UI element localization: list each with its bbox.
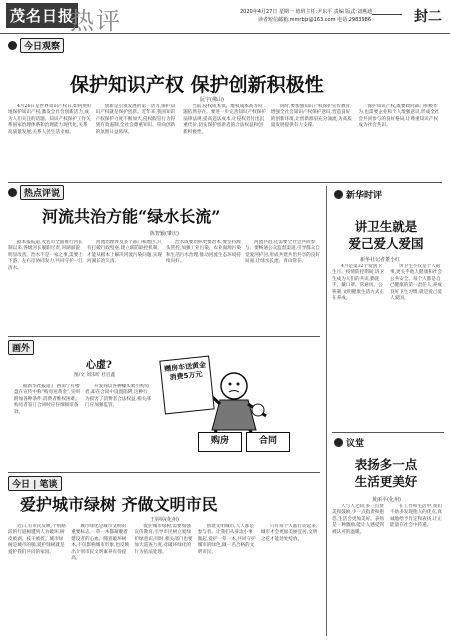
article1-column: 保护知识产权,既要政府部门积极作为,也需要企业和个人增强意识,形成全社会共同参与的良好格局,让尊重知识产权成为社会共识。 [358,104,440,129]
article4-byline: 新华社记者董小红 [360,257,401,263]
divider [8,336,320,337]
page-rule [372,14,402,15]
board-buy-house: 购房 [198,432,242,452]
today-view-label: 今日观察 [20,38,64,53]
today-talk-tag [8,476,62,491]
page-number: 封二 [414,9,442,25]
divider [8,472,320,473]
article4-headline-line: 讲卫生就是 [354,219,418,234]
article3-column: 爱护城市绿树,需要加强宣传教育,引导市民树立爱绿护绿意识;同时,相关部门也要加大巡查力度,对破坏绿化的行为依法处理。 [134,524,193,555]
article3-headline: 爱护城市绿树 齐做文明市民 [20,495,218,514]
promo-sign: 赠房车送黄金消费5万元 [159,356,214,415]
hot-view-label: 热点评说 [20,185,64,200]
column-divider [326,186,327,636]
board-contract: 合同 [246,432,290,452]
today-view-tag [8,38,64,53]
article1-column: 当前,侵权成本低、维权成本高等问题依然存在。要进一步完善知识产权保护法律法规,提高违法成本,让侵权者付出沉重代价,切实保护创新者的合法权益和创新积极性。 [183,104,266,135]
discussion-tag [334,436,364,449]
article1-body [8,104,442,180]
article1-column: 4月26日是世界知识产权日,如何更好地保护知识产权,激发全社会创新活力,成为人们关注的话题。知识产权保护工作关系国家治理体系和治理能力现代化,关系高质量发展,关系人民生活幸福。 [8,104,92,135]
bullet-icon [8,188,17,197]
outside-circle-label: 画外 [8,340,34,355]
article5-headline-line: 表扬多一点 [354,457,418,472]
article3-body [8,524,320,636]
article4-headline [330,218,442,254]
bullet-icon [334,438,343,447]
article5-byline: 黄丽平(化州) [372,497,401,503]
edition-info: 2020年4月27日 星期一 值班主任:尹东平 责编 版式:刘燕迪 [240,9,372,15]
new-era-label: 新华时评 [346,191,383,201]
article1-column: 创新是引领发展的第一动力,保护知识产权就是保护创新。近年来,我国知识产权保护力度不断加大,侵权假冒行为得到有效遏制,全社会尊重知识、崇尚创新的氛围日益浓厚。 [95,104,176,135]
cartoon-illustration [154,350,290,468]
new-era-tag [334,188,382,201]
article5-headline [330,456,442,492]
article1-headline: 保护知识产权 保护创新积极性 [70,74,324,96]
cartoon-caption [14,384,152,446]
article3-column: 只有每个人都行动起来,城市才会更加美丽宜居,文明之花才能处处绽放。 [260,524,318,542]
article3-column: 城市绿化是城市文明的重要标志,一草一木都凝聚着建设者的心血。随意破坏树木,不仅影响城市形象,也反映出个别市民文明素养有待提高。 [71,524,130,562]
divider [8,182,442,183]
article5-column: 人与人之间,多一点赞美和鼓励,少一点指责和抱怨,生活会更加美好。表扬是一种激励,能让人感受到被认可的温暖。 [332,504,384,535]
article3-byline: 王婷婷(化州) [150,517,179,523]
masthead [0,0,450,34]
newspaper-logo: 茂名日报 [6,3,78,28]
hot-view-tag [8,185,64,200]
discussion-label: 议堂 [346,439,365,449]
bullet-icon [334,190,343,199]
article4-body [332,264,444,424]
divider [332,432,444,433]
article1-column: 同时,要加强知识产权保护宣传教育,增强全社会知识产权保护意识,营造良好的创新环境,让创新源泉充分涌流,为高质量发展提供有力支撑。 [270,104,352,129]
cartoon-title: 心虚? [86,360,112,371]
article2-column: 河流共治,还需要全社会共同参与。要畅通公众监督渠道,引导群众自觉爱河护河,形成共建共治共享的良好局面,让绿水长流、青山常在。 [245,240,320,265]
article2-column: 据本报报道,茂名市全面推行河长制以来,各级河长履职尽责,河湖面貌明显改善。治水不是一家之事,需要上下游、左右岸协同发力,共同守护一江清水。 [8,240,83,271]
article1-byline: 阮宇(佛山) [200,97,224,103]
article4-column: 讲卫生不仅是个人的事,更关乎他人健康和社会公共安全。每个人都是自己健康的第一责任人,养成良好卫生习惯,就是爱己爱人爱国。 [390,264,442,302]
section-title: 热评 [70,7,122,35]
article2-headline: 河流共治方能“绿水长流” [42,207,221,226]
article4-headline-line: 爱己爱人爱国 [348,236,424,251]
article5-headline-line: 生活更美好 [354,474,418,489]
article2-byline: 陈智颖(肇庆) [150,231,179,237]
article2-column: 河流治理涉及多个部门和地区,只有打破行政壁垒,建立联防联控机制,才能从根本上解决河流污染问题,实现河湖长治久清。 [87,240,162,265]
article5-column: 在工作和生活中,我们不妨多发现他人的优点,真诚地给予肯定和表扬,让正能量在社会中传递。 [390,504,442,529]
cartoon-credit: 图/文 刘乐昕 杜启鑫 [74,373,116,378]
cartoon-caption-column: 据新华社报道,广西南宁有楼盘在宣传中称“购房送黄金”,实则附加各种条件,消费者维权困难。购房者签订合同时应仔细阅读条款。 [14,384,80,415]
article2-column: 治水既要治标更要治本,要坚持源头管控,加强工业污染、农业面源污染和生活污水治理,推动河流生态环境持续向好。 [166,240,241,265]
article3-column: 创建文明城市,人人都是参与者。让我们从身边小事做起,爱护一草一木,共同守护城市的绿色,做一名合格的文明市民。 [197,524,256,555]
outside-circle-tag [8,340,34,355]
cartoon-caption-column: 开发商以各种噱头吸引购房者,却在合同中设置陷阱,这种行为损害了消费者合法权益,相关部门应加强监管。 [85,384,151,409]
contact-info: 读者短信邮箱:mmrbjz@163.com 电话:2983986 [258,17,372,23]
article5-body [332,504,444,636]
article3-column: 近日,有市民反映,个别路段的行道树遭到人为破坏,树皮被剥、枝干被折。城市绿树是城市的肺,爱护绿树就是爱护我们共同的家园。 [8,524,66,555]
article2-body [8,240,320,332]
newspaper-logo-en: MAOMING DAILY [8,24,62,30]
article4-column: 4月是第32个爱国卫生月。疫情防控期间,讲卫生成为人们的共识,勤洗手、戴口罩、常通风、公筷制,文明健康生活方式正在养成。 [332,264,384,302]
today-talk-label: 今日 | 笔谈 [8,476,62,491]
bullet-icon [8,41,17,50]
